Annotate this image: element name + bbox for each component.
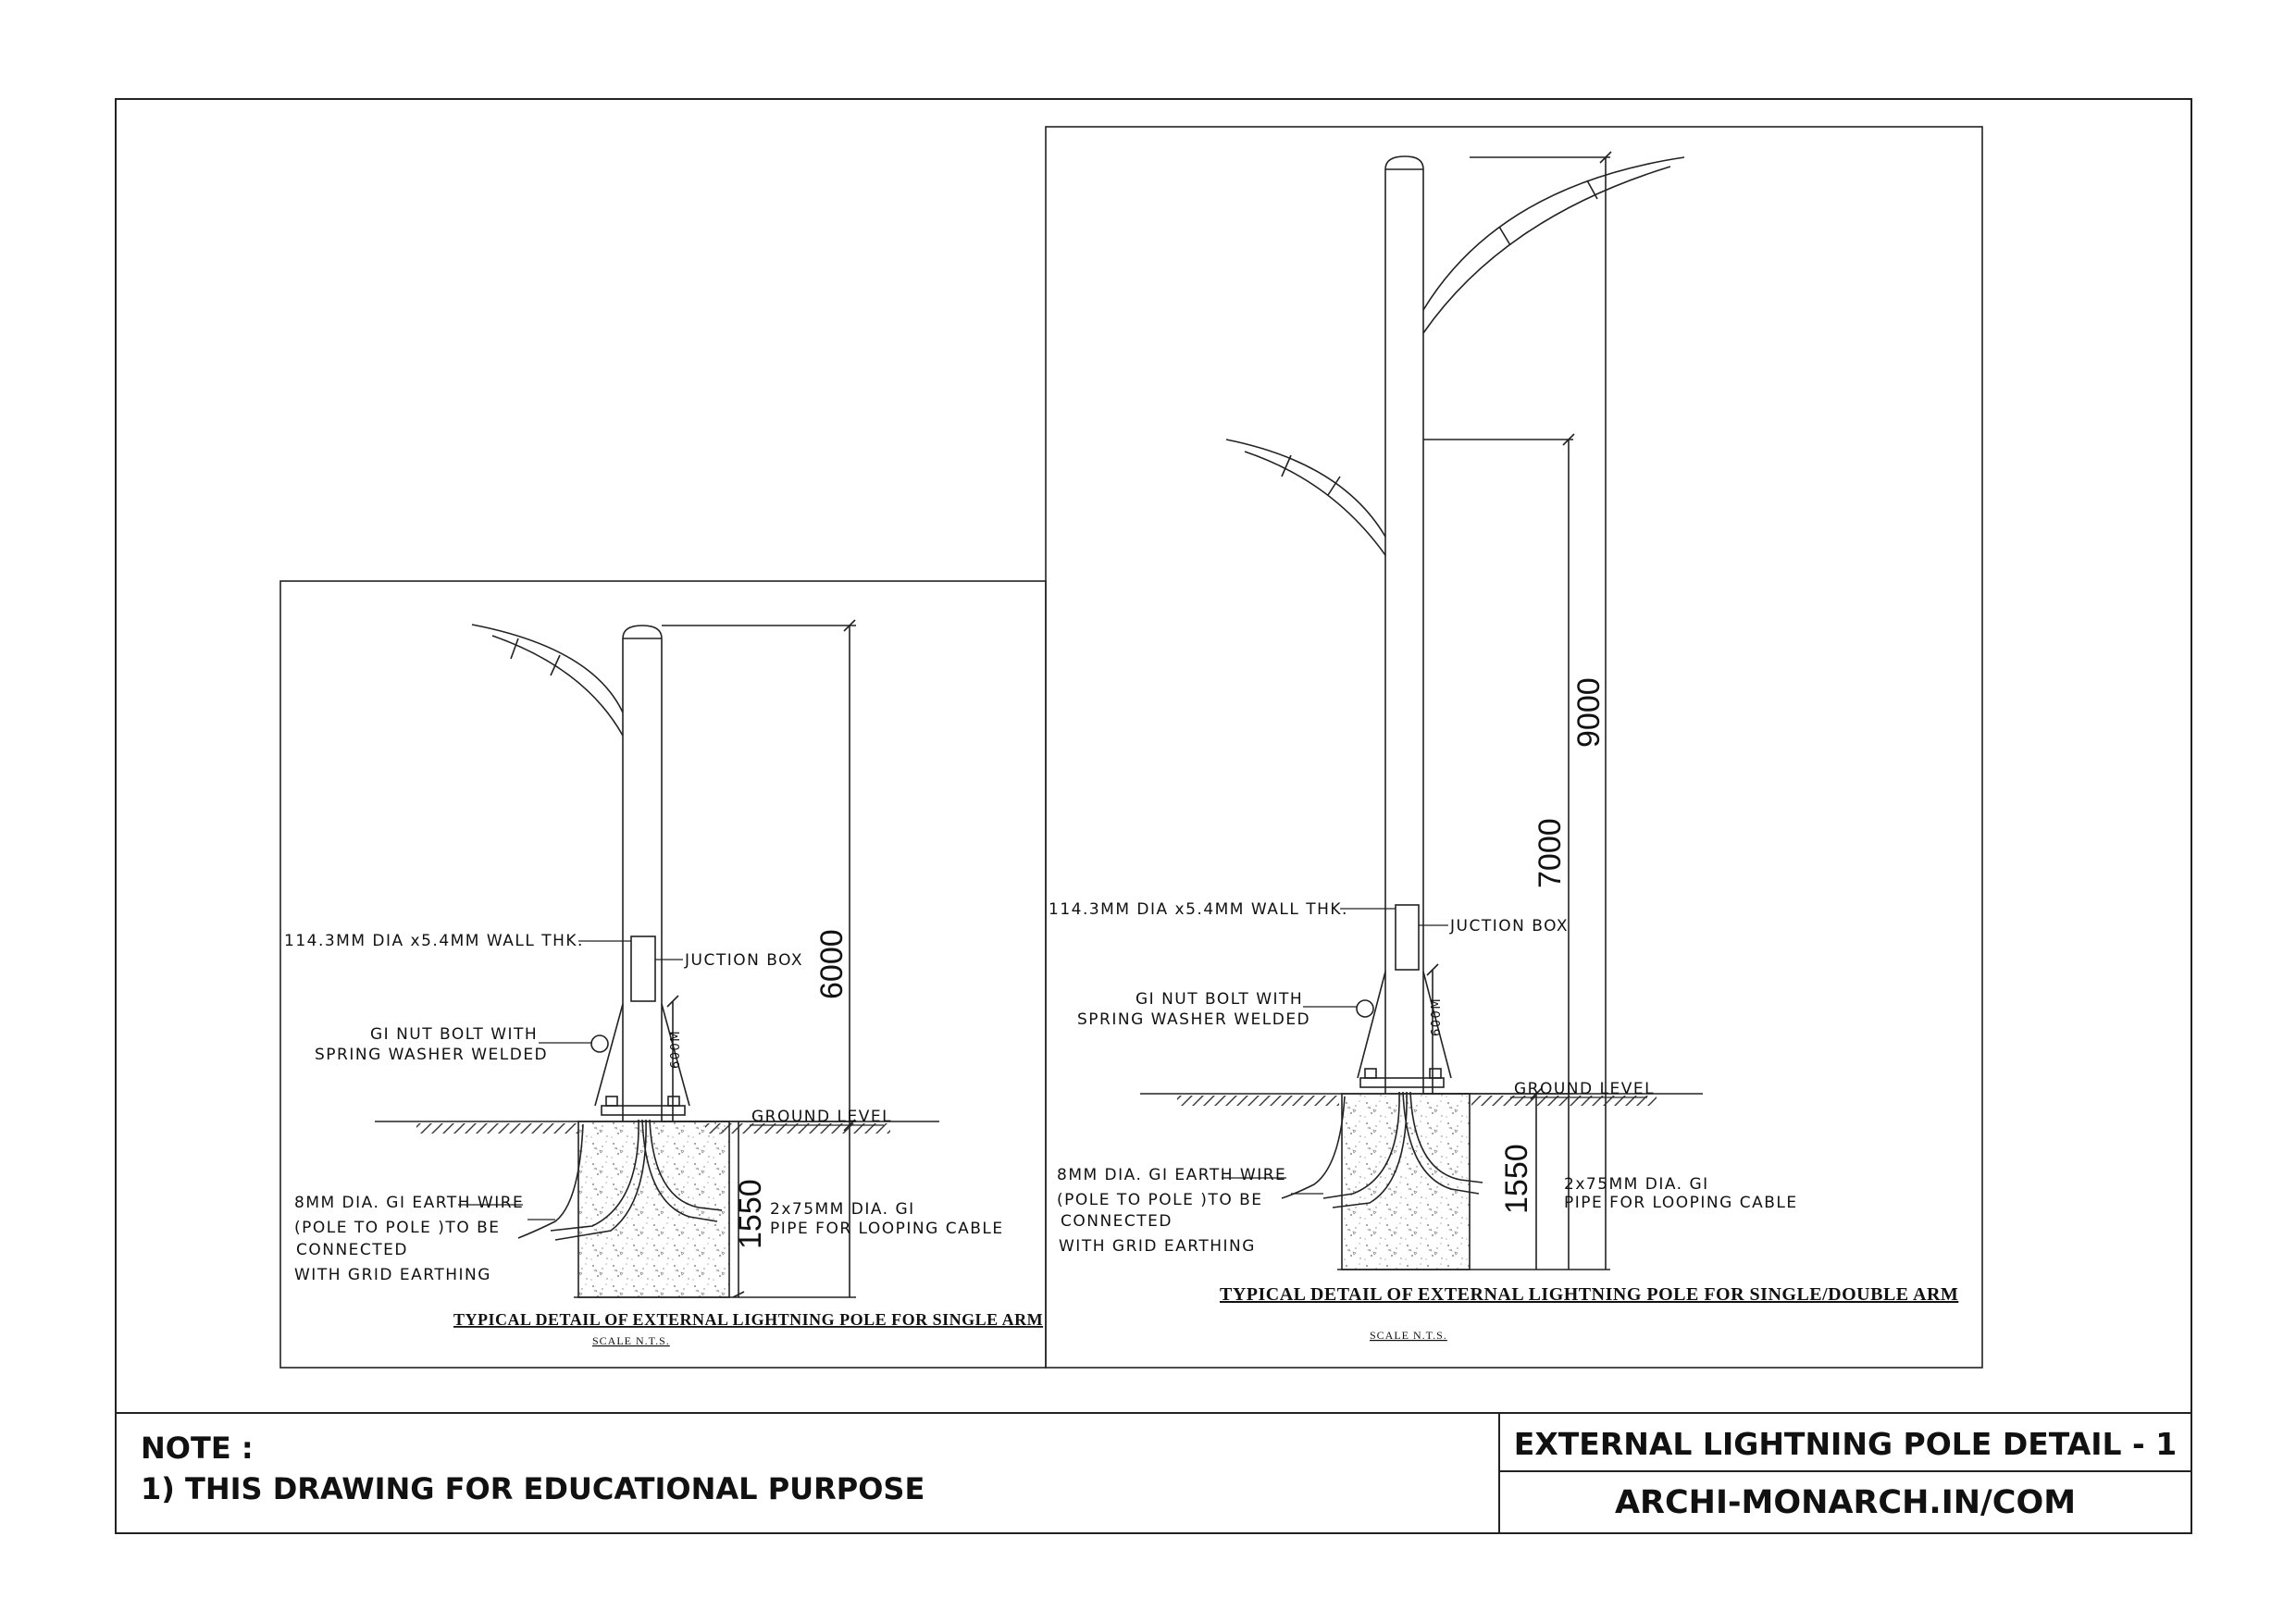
height-dim-7000: 7000	[1533, 818, 1568, 888]
bolt-label-double-2: SPRING WASHER WELDED	[1077, 1010, 1311, 1029]
website-label: ARCHI-MONARCH.IN/COM	[1614, 1484, 2077, 1521]
pole-size-label-single: 114.3MM DIA x5.4MM WALL THK.	[284, 932, 584, 950]
pipe-label-single-1: 2x75MM DIA. GI	[770, 1200, 915, 1219]
junction-box-double	[1396, 905, 1419, 970]
bolt-label-double-1: GI NUT BOLT WITH	[1136, 990, 1304, 1009]
ground-level-label-double: GROUND LEVEL	[1514, 1080, 1656, 1098]
bolt-label-single-1: GI NUT BOLT WITH	[370, 1025, 539, 1044]
foundation-dim-double: 1550	[1499, 1144, 1534, 1214]
height-dim-9000: 9000	[1571, 677, 1607, 748]
earth-wire-label-single-3: CONNECTED	[296, 1241, 409, 1259]
earth-wire-label-double-2: (POLE TO POLE )TO BE	[1057, 1191, 1263, 1209]
depth-label-double: 600M	[1430, 997, 1444, 1036]
caption-double: TYPICAL DETAIL OF EXTERNAL LIGHTNING POLE FOR SINGLE/DOUBLE ARM	[1220, 1284, 1959, 1305]
earth-wire-label-double-4: WITH GRID EARTHING	[1059, 1237, 1256, 1256]
earth-wire-label-double-3: CONNECTED	[1061, 1212, 1173, 1231]
scale-double: SCALE N.T.S.	[1370, 1329, 1447, 1342]
height-dim-6000: 6000	[814, 929, 850, 999]
bolt-label-single-2: SPRING WASHER WELDED	[315, 1046, 549, 1064]
foundation-dim-single: 1550	[733, 1179, 768, 1249]
ground-level-label-single: GROUND LEVEL	[751, 1108, 893, 1126]
double-arm-detail	[1140, 152, 1703, 1270]
earth-wire-label-single-4: WITH GRID EARTHING	[294, 1266, 491, 1284]
pipe-label-double-1: 2x75MM DIA. GI	[1564, 1175, 1709, 1194]
junction-box-single	[631, 936, 655, 1001]
note-item-1: 1) THIS DRAWING FOR EDUCATIONAL PURPOSE	[141, 1471, 925, 1506]
junction-box-label-double: JUCTION BOX	[1450, 917, 1570, 935]
note-heading: NOTE :	[141, 1431, 254, 1466]
scale-single: SCALE N.T.S.	[592, 1334, 670, 1347]
drawing-title: EXTERNAL LIGHTNING POLE DETAIL - 1	[1513, 1426, 2178, 1462]
junction-box-label-single: JUCTION BOX	[685, 951, 804, 970]
caption-single: TYPICAL DETAIL OF EXTERNAL LIGHTNING POLE FOR SINGLE ARM	[453, 1310, 1044, 1329]
pipe-label-single-2: PIPE FOR LOOPING CABLE	[770, 1220, 1004, 1238]
earth-wire-label-single-2: (POLE TO POLE )TO BE	[294, 1219, 501, 1237]
arm-single	[472, 625, 623, 712]
upper-arm-double	[1423, 157, 1684, 310]
earth-wire-label-single-1: 8MM DIA. GI EARTH WIRE	[294, 1194, 525, 1212]
depth-label-single: 600M	[669, 1029, 683, 1069]
pipe-label-double-2: PIPE FOR LOOPING CABLE	[1564, 1194, 1798, 1212]
pole-double	[1385, 156, 1423, 1094]
sheet-border	[116, 99, 2191, 1533]
earth-wire-label-double-1: 8MM DIA. GI EARTH WIRE	[1057, 1166, 1287, 1184]
foundation-single	[578, 1121, 729, 1297]
pole-size-label-double: 114.3MM DIA x5.4MM WALL THK.	[1049, 900, 1348, 919]
pole-single	[623, 626, 662, 1121]
